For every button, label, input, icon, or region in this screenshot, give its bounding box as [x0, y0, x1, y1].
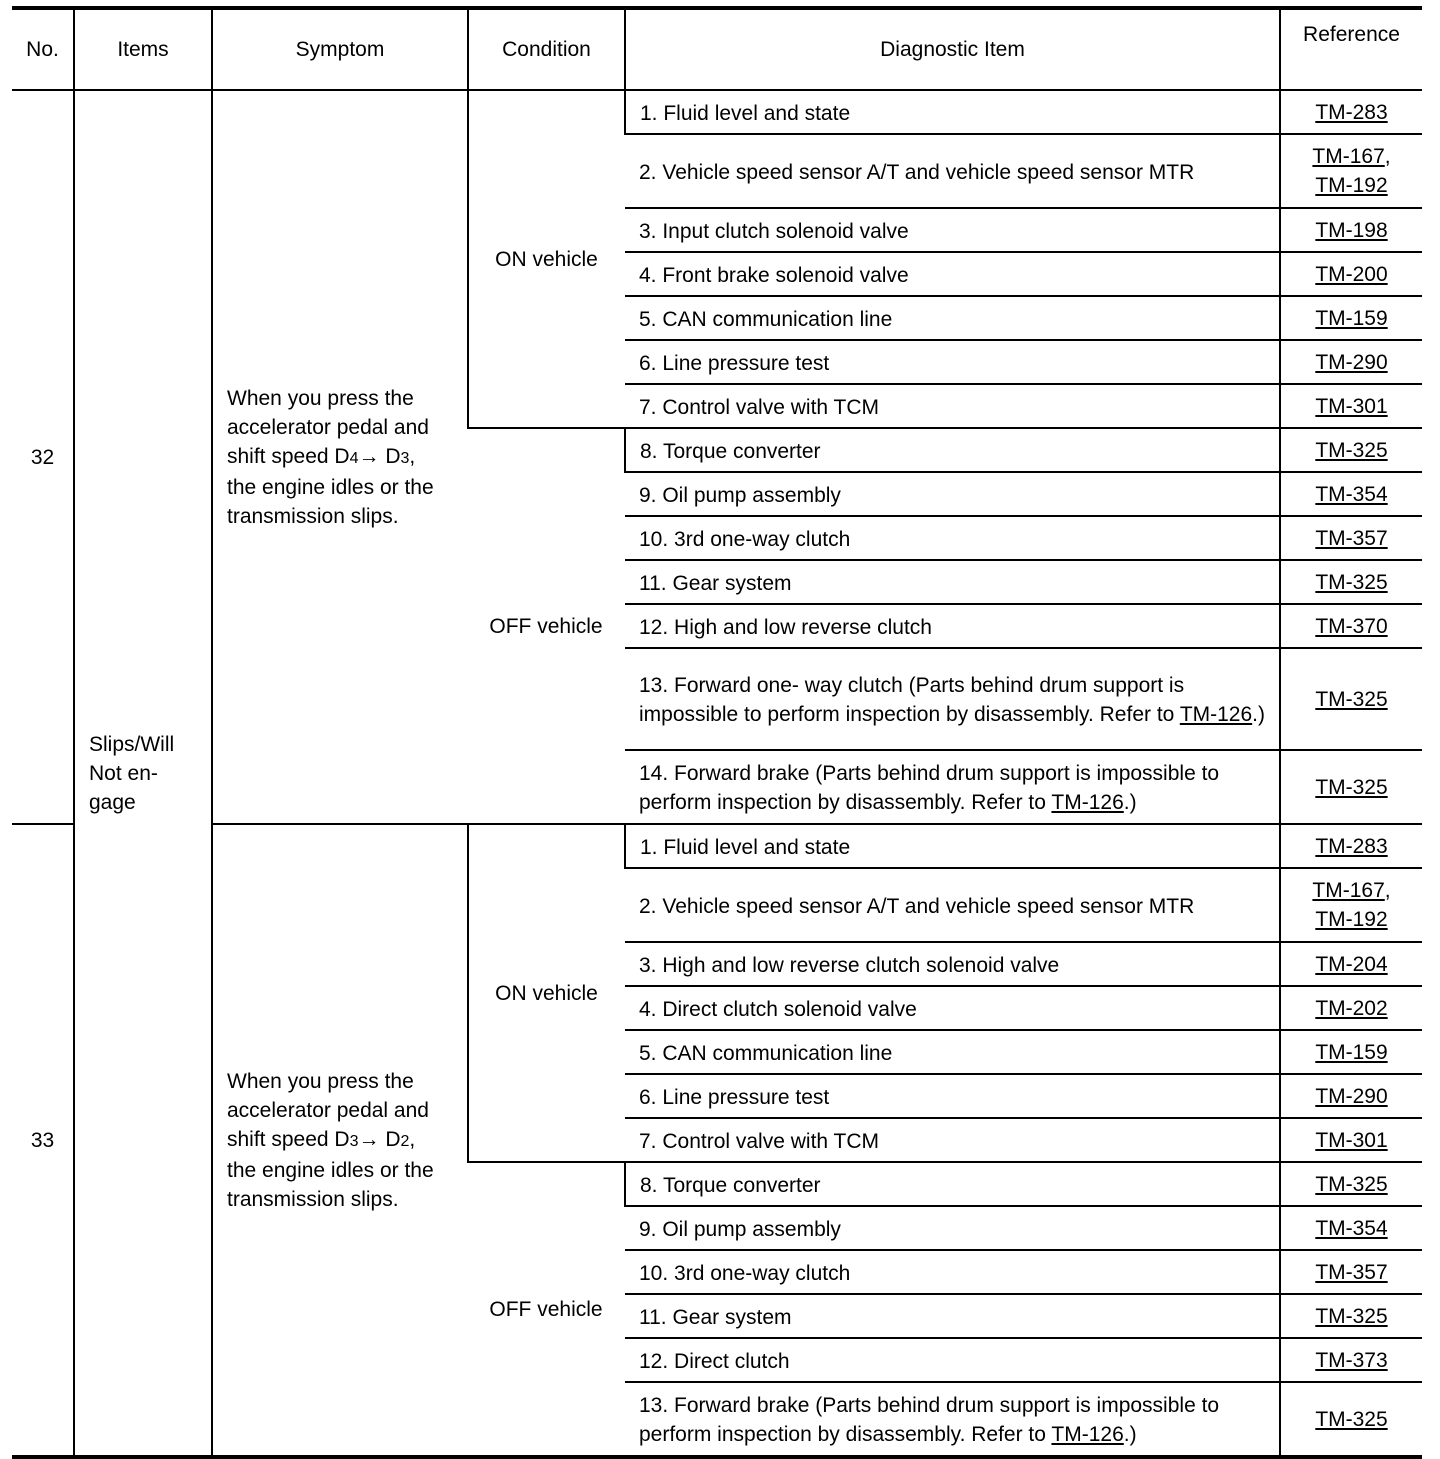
symptom-line: When you press the: [227, 1069, 414, 1093]
reference-cell: [1280, 824, 1422, 868]
gear-number: 3: [349, 1132, 359, 1150]
reference-link[interactable]: TM-373: [1315, 1348, 1388, 1372]
condition-cell: ON vehicle: [468, 824, 625, 1162]
reference-link[interactable]: TM-159: [1315, 306, 1388, 330]
diagnostic-text: 14. Forward brake (Parts behind drum support is impossible to perform inspection by disassembly. Refer to: [639, 762, 1220, 814]
reference-link[interactable]: TM-325: [1315, 1407, 1388, 1431]
gear-number: 4: [349, 449, 359, 467]
diagnostic-item: 7. Control valve with TCM: [625, 384, 1280, 428]
reference-link[interactable]: TM-126: [1051, 1423, 1124, 1446]
symptom-text: shift speed D: [227, 444, 350, 468]
col-header-condition: Condition: [468, 10, 625, 90]
items-line: Slips/Will: [89, 732, 175, 756]
reference-cell: [1280, 1294, 1422, 1338]
reference-cell: [1280, 750, 1422, 824]
diagnostic-item: 3. Input clutch solenoid valve: [625, 208, 1280, 252]
symptom-line: When you press the: [227, 386, 414, 410]
diagnostic-item: 7. Control valve with TCM: [625, 1118, 1280, 1162]
reference-cell: [1280, 472, 1422, 516]
reference-cell: [1280, 1250, 1422, 1294]
diagnostic-text: .): [1123, 1423, 1137, 1446]
reference-link[interactable]: TM-357: [1315, 1260, 1388, 1284]
reference-link[interactable]: TM-283: [1315, 834, 1388, 858]
header-row: [12, 10, 1422, 90]
reference-cell: [1280, 942, 1422, 986]
reference-cell: [1280, 516, 1422, 560]
arrow-icon: →: [358, 444, 380, 468]
reference-cell: [1280, 428, 1422, 472]
col-header-diagnostic-item: Diagnostic Item: [625, 10, 1280, 90]
symptom-line: [227, 1125, 453, 1156]
reference-cell: [1280, 340, 1422, 384]
col-header-no: No.: [12, 10, 74, 90]
symptom-text: D: [379, 1127, 401, 1151]
reference-link[interactable]: TM-370: [1315, 614, 1388, 638]
reference-link[interactable]: TM-325: [1315, 438, 1388, 462]
gear-number: 3: [400, 449, 410, 467]
symptom-line: accelerator pedal and: [227, 415, 429, 439]
items-line: Not en-: [89, 761, 158, 785]
items-line: gage: [89, 790, 136, 814]
reference-link[interactable]: TM-325: [1315, 570, 1388, 594]
reference-link[interactable]: TM-167: [1312, 145, 1385, 168]
reference-link[interactable]: TM-301: [1315, 394, 1388, 418]
diagnostic-item: 6. Line pressure test: [625, 340, 1280, 384]
symptom-line: the engine idles or the: [227, 1158, 434, 1182]
symptom-text: ,: [409, 444, 416, 468]
col-header-symptom: Symptom: [212, 10, 468, 90]
diagnostic-item: 11. Gear system: [625, 1294, 1280, 1338]
reference-link[interactable]: TM-301: [1315, 1128, 1388, 1152]
arrow-icon: →: [358, 1127, 380, 1151]
reference-link[interactable]: TM-290: [1315, 1084, 1388, 1108]
reference-link[interactable]: TM-192: [1315, 174, 1388, 197]
reference-cell: [1280, 560, 1422, 604]
diagnostic-text: .): [1252, 703, 1265, 726]
reference-link[interactable]: TM-200: [1315, 262, 1388, 286]
condition-cell: ON vehicle: [468, 90, 625, 428]
symptom-cell: [212, 90, 468, 824]
col-header-reference: Reference: [1280, 10, 1422, 90]
diagnostic-item: [625, 750, 1280, 824]
reference-link[interactable]: TM-354: [1315, 482, 1388, 506]
symptom-line: transmission slips.: [227, 504, 399, 528]
condition-cell: OFF vehicle: [468, 1162, 625, 1455]
reference-link[interactable]: TM-354: [1315, 1216, 1388, 1240]
diagnostic-item: 1. Fluid level and state: [625, 90, 1280, 134]
symptom-text: shift speed D: [227, 1127, 350, 1151]
diagnosis-table: [12, 10, 1422, 1455]
reference-cell: [1280, 1118, 1422, 1162]
reference-cell: [1280, 252, 1422, 296]
reference-cell: [1280, 1338, 1422, 1382]
reference-link[interactable]: TM-126: [1051, 791, 1124, 814]
diagnostic-text: 13. Forward one- way clutch (Parts behind drum support is impossible to perform inspection by disassembly. Refer to: [639, 674, 1185, 726]
reference-link[interactable]: TM-283: [1315, 100, 1388, 124]
diagnostic-item: 9. Oil pump assembly: [625, 1206, 1280, 1250]
diagnostic-item: 11. Gear system: [625, 560, 1280, 604]
reference-cell: [1280, 296, 1422, 340]
diagnostic-item: 10. 3rd one-way clutch: [625, 1250, 1280, 1294]
reference-link[interactable]: TM-290: [1315, 350, 1388, 374]
symptom-line: the engine idles or the: [227, 475, 434, 499]
diagnostic-item: 8. Torque converter: [625, 1162, 1280, 1206]
reference-cell: [1280, 384, 1422, 428]
reference-link[interactable]: TM-198: [1315, 218, 1388, 242]
table-row: [12, 90, 1422, 134]
diagnostic-item: 4. Front brake solenoid valve: [625, 252, 1280, 296]
symptom-text: ,: [409, 1127, 416, 1151]
diagnostic-item: 2. Vehicle speed sensor A/T and vehicle speed sensor MTR: [625, 868, 1280, 942]
diagnostic-text: 13. Forward brake (Parts behind drum support is impossible to perform inspection by disassembly. Refer to: [639, 1394, 1220, 1446]
diagnostic-item: 12. Direct clutch: [625, 1338, 1280, 1382]
reference-cell: [1280, 1206, 1422, 1250]
reference-link[interactable]: TM-325: [1315, 775, 1388, 799]
reference-cell: [1280, 604, 1422, 648]
diagnostic-item: [625, 648, 1280, 750]
diagnostic-item: 12. High and low reverse clutch: [625, 604, 1280, 648]
reference-cell: TM-167, TM-192: [1280, 868, 1422, 942]
diagnostic-item: [625, 1382, 1280, 1455]
reference-cell: TM-167, TM-192: [1280, 134, 1422, 208]
diagnostic-item: 3. High and low reverse clutch solenoid valve: [625, 942, 1280, 986]
diagnostic-item: 5. CAN communication line: [625, 1030, 1280, 1074]
items-cell: [74, 90, 212, 1455]
diagnostic-item: 5. CAN communication line: [625, 296, 1280, 340]
diagnostic-item: 4. Direct clutch solenoid valve: [625, 986, 1280, 1030]
reference-cell: [1280, 986, 1422, 1030]
symptom-cell: [212, 824, 468, 1455]
gear-number: 2: [400, 1132, 410, 1150]
reference-cell: [1280, 208, 1422, 252]
diagnosis-table-sheet: [12, 6, 1422, 1459]
reference-cell: [1280, 1030, 1422, 1074]
diagnostic-item: 9. Oil pump assembly: [625, 472, 1280, 516]
reference-link[interactable]: TM-325: [1315, 687, 1388, 711]
reference-link[interactable]: TM-192: [1315, 908, 1388, 931]
reference-cell: [1280, 90, 1422, 134]
diagnostic-item: 1. Fluid level and state: [625, 824, 1280, 868]
symptom-line: accelerator pedal and: [227, 1098, 429, 1122]
reference-link[interactable]: TM-325: [1315, 1304, 1388, 1328]
diagnostic-item: 8. Torque converter: [625, 428, 1280, 472]
reference-link[interactable]: TM-325: [1315, 1172, 1388, 1196]
reference-cell: [1280, 1162, 1422, 1206]
col-header-items: Items: [74, 10, 212, 90]
diagnostic-item: 10. 3rd one-way clutch: [625, 516, 1280, 560]
condition-cell: OFF vehicle: [468, 428, 625, 824]
reference-link[interactable]: TM-204: [1315, 952, 1388, 976]
diagnostic-item: 6. Line pressure test: [625, 1074, 1280, 1118]
reference-cell: [1280, 1074, 1422, 1118]
row-number: 32: [12, 90, 74, 824]
diagnostic-item: 2. Vehicle speed sensor A/T and vehicle speed sensor MTR: [625, 134, 1280, 208]
reference-cell: [1280, 648, 1422, 750]
row-number: 33: [12, 824, 74, 1455]
diagnostic-text: .): [1123, 791, 1137, 814]
symptom-text: D: [379, 444, 401, 468]
reference-cell: [1280, 1382, 1422, 1455]
table-row: [12, 824, 1422, 868]
symptom-line: [227, 442, 453, 473]
reference-link[interactable]: TM-357: [1315, 526, 1388, 550]
reference-link[interactable]: TM-159: [1315, 1040, 1388, 1064]
reference-link[interactable]: TM-126: [1179, 703, 1253, 726]
reference-link[interactable]: TM-167: [1312, 879, 1385, 902]
symptom-line: transmission slips.: [227, 1187, 399, 1211]
reference-link[interactable]: TM-202: [1315, 996, 1388, 1020]
